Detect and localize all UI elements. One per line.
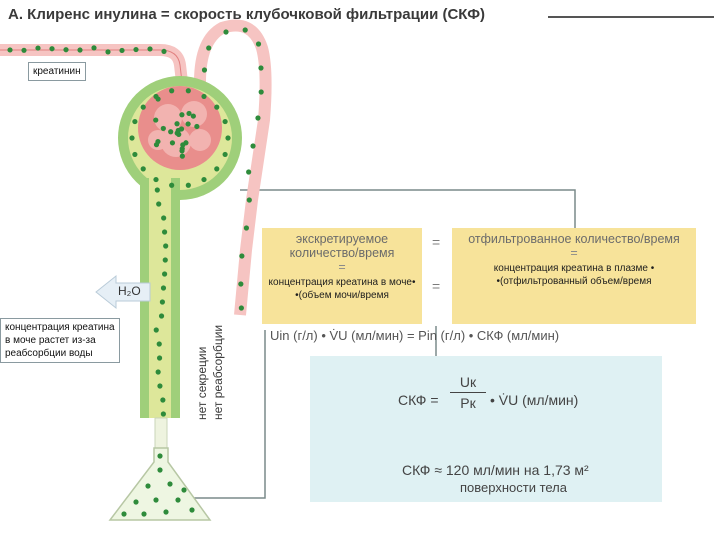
particle xyxy=(206,45,211,50)
particle xyxy=(238,281,243,286)
particle xyxy=(91,45,96,50)
particle xyxy=(180,154,185,159)
particle xyxy=(244,225,249,230)
particle xyxy=(247,197,252,202)
particle xyxy=(168,129,173,134)
particle xyxy=(160,299,165,304)
particle xyxy=(156,369,161,374)
particle xyxy=(77,47,82,52)
collection-flask xyxy=(110,448,210,520)
particle xyxy=(169,183,174,188)
particle xyxy=(119,48,124,53)
gfr-panel xyxy=(310,356,662,502)
particle xyxy=(243,27,248,32)
particle xyxy=(145,483,150,488)
filtered-title: отфильтрованное количество/время xyxy=(468,232,680,246)
no-reabsorption-label: нет реабсорбции xyxy=(211,324,225,420)
particle xyxy=(259,89,264,94)
particle xyxy=(153,497,158,502)
particle xyxy=(161,215,166,220)
particle xyxy=(223,152,228,157)
no-secretion-label: нет секреции xyxy=(195,346,209,420)
particle xyxy=(163,243,168,248)
particle xyxy=(153,94,158,99)
particle xyxy=(258,65,263,70)
particle xyxy=(157,383,162,388)
connector-top xyxy=(240,190,575,228)
particle xyxy=(129,135,134,140)
particle xyxy=(186,183,191,188)
particle xyxy=(153,177,158,182)
particle xyxy=(161,411,166,416)
particle xyxy=(163,257,168,262)
particle xyxy=(132,152,137,157)
particle xyxy=(180,142,185,147)
particle xyxy=(214,166,219,171)
particle xyxy=(179,148,184,153)
particle xyxy=(63,47,68,52)
filtered-box xyxy=(452,228,696,324)
particle xyxy=(132,119,137,124)
fraction-bar xyxy=(450,392,486,393)
particle xyxy=(157,355,162,360)
page-title: А. Клиренс инулина = скорость клубочковой фильтрации (СКФ) xyxy=(8,6,486,23)
particle xyxy=(189,507,194,512)
particle xyxy=(174,121,179,126)
particle xyxy=(167,481,172,486)
gfr-lhs: СКФ = xyxy=(398,392,439,408)
particle xyxy=(121,511,126,516)
filtered-equals: = xyxy=(570,246,578,260)
creatinine-label: креатинин xyxy=(28,62,86,81)
excreted-equals: = xyxy=(338,260,346,274)
gfr-rhs: • V̇U (мл/мин) xyxy=(490,392,579,408)
particle xyxy=(225,135,230,140)
particle xyxy=(181,487,186,492)
particle xyxy=(191,113,196,118)
particle xyxy=(133,47,138,52)
particle xyxy=(202,67,207,72)
gfr-denominator: Pк xyxy=(460,395,476,411)
particle xyxy=(239,253,244,258)
particle xyxy=(159,313,164,318)
particle xyxy=(157,453,162,458)
particle xyxy=(21,48,26,53)
particle xyxy=(175,497,180,502)
filtered-desc: концентрация креатина в плазме • •(отфильтрованный объем/время xyxy=(493,263,655,287)
particle xyxy=(161,49,166,54)
particle xyxy=(239,305,244,310)
particle xyxy=(155,187,160,192)
equals-sign-1: = xyxy=(432,234,441,250)
particle xyxy=(162,271,167,276)
particle xyxy=(246,169,251,174)
particle xyxy=(186,121,191,126)
vertical-labels xyxy=(195,325,225,420)
particle xyxy=(170,140,175,145)
particle xyxy=(35,45,40,50)
particle xyxy=(155,139,160,144)
particle xyxy=(156,201,161,206)
particle xyxy=(163,509,168,514)
excreted-title: экскретируемое количество/время xyxy=(289,232,395,260)
particle xyxy=(157,341,162,346)
gfr-value-line2: поверхности тела xyxy=(460,480,568,495)
gfr-numerator: Uк xyxy=(459,374,477,390)
particle xyxy=(214,105,219,110)
h2o-label: H₂O xyxy=(118,284,141,298)
equals-sign-2: = xyxy=(432,278,441,294)
particle xyxy=(250,143,255,148)
particle xyxy=(223,29,228,34)
particle xyxy=(161,126,166,131)
particle xyxy=(179,126,184,131)
particle xyxy=(255,115,260,120)
excreted-box xyxy=(262,228,422,324)
particle xyxy=(154,327,159,332)
particle xyxy=(141,105,146,110)
particle xyxy=(201,94,206,99)
particle xyxy=(223,119,228,124)
particle xyxy=(157,467,162,472)
particle xyxy=(160,397,165,402)
tubule xyxy=(140,178,180,448)
particle xyxy=(105,49,110,54)
excreted-desc: концентрация креатина в моче• •(объем мочи/время xyxy=(268,277,416,301)
water-reabsorption-note: концентрация креатина в моче растет из-за реабсорбции воды xyxy=(0,318,120,363)
particle xyxy=(7,47,12,52)
particle xyxy=(179,112,184,117)
particle xyxy=(141,511,146,516)
particle xyxy=(147,46,152,51)
particle xyxy=(186,111,191,116)
particle xyxy=(161,285,166,290)
main-equation: Uin (г/л) • V̇U (мл/мин) = Pin (г/л) • СКФ (мл/мин) xyxy=(270,328,560,343)
particle xyxy=(133,499,138,504)
particle xyxy=(194,124,199,129)
particle xyxy=(256,41,261,46)
particle xyxy=(169,88,174,93)
gfr-value-line1: СКФ ≈ 120 мл/мин на 1,73 м² xyxy=(402,462,589,478)
gfr-fraction xyxy=(450,374,486,411)
particle xyxy=(186,88,191,93)
particle xyxy=(141,166,146,171)
particle xyxy=(201,177,206,182)
particle xyxy=(162,229,167,234)
particle xyxy=(153,117,158,122)
particle xyxy=(49,46,54,51)
